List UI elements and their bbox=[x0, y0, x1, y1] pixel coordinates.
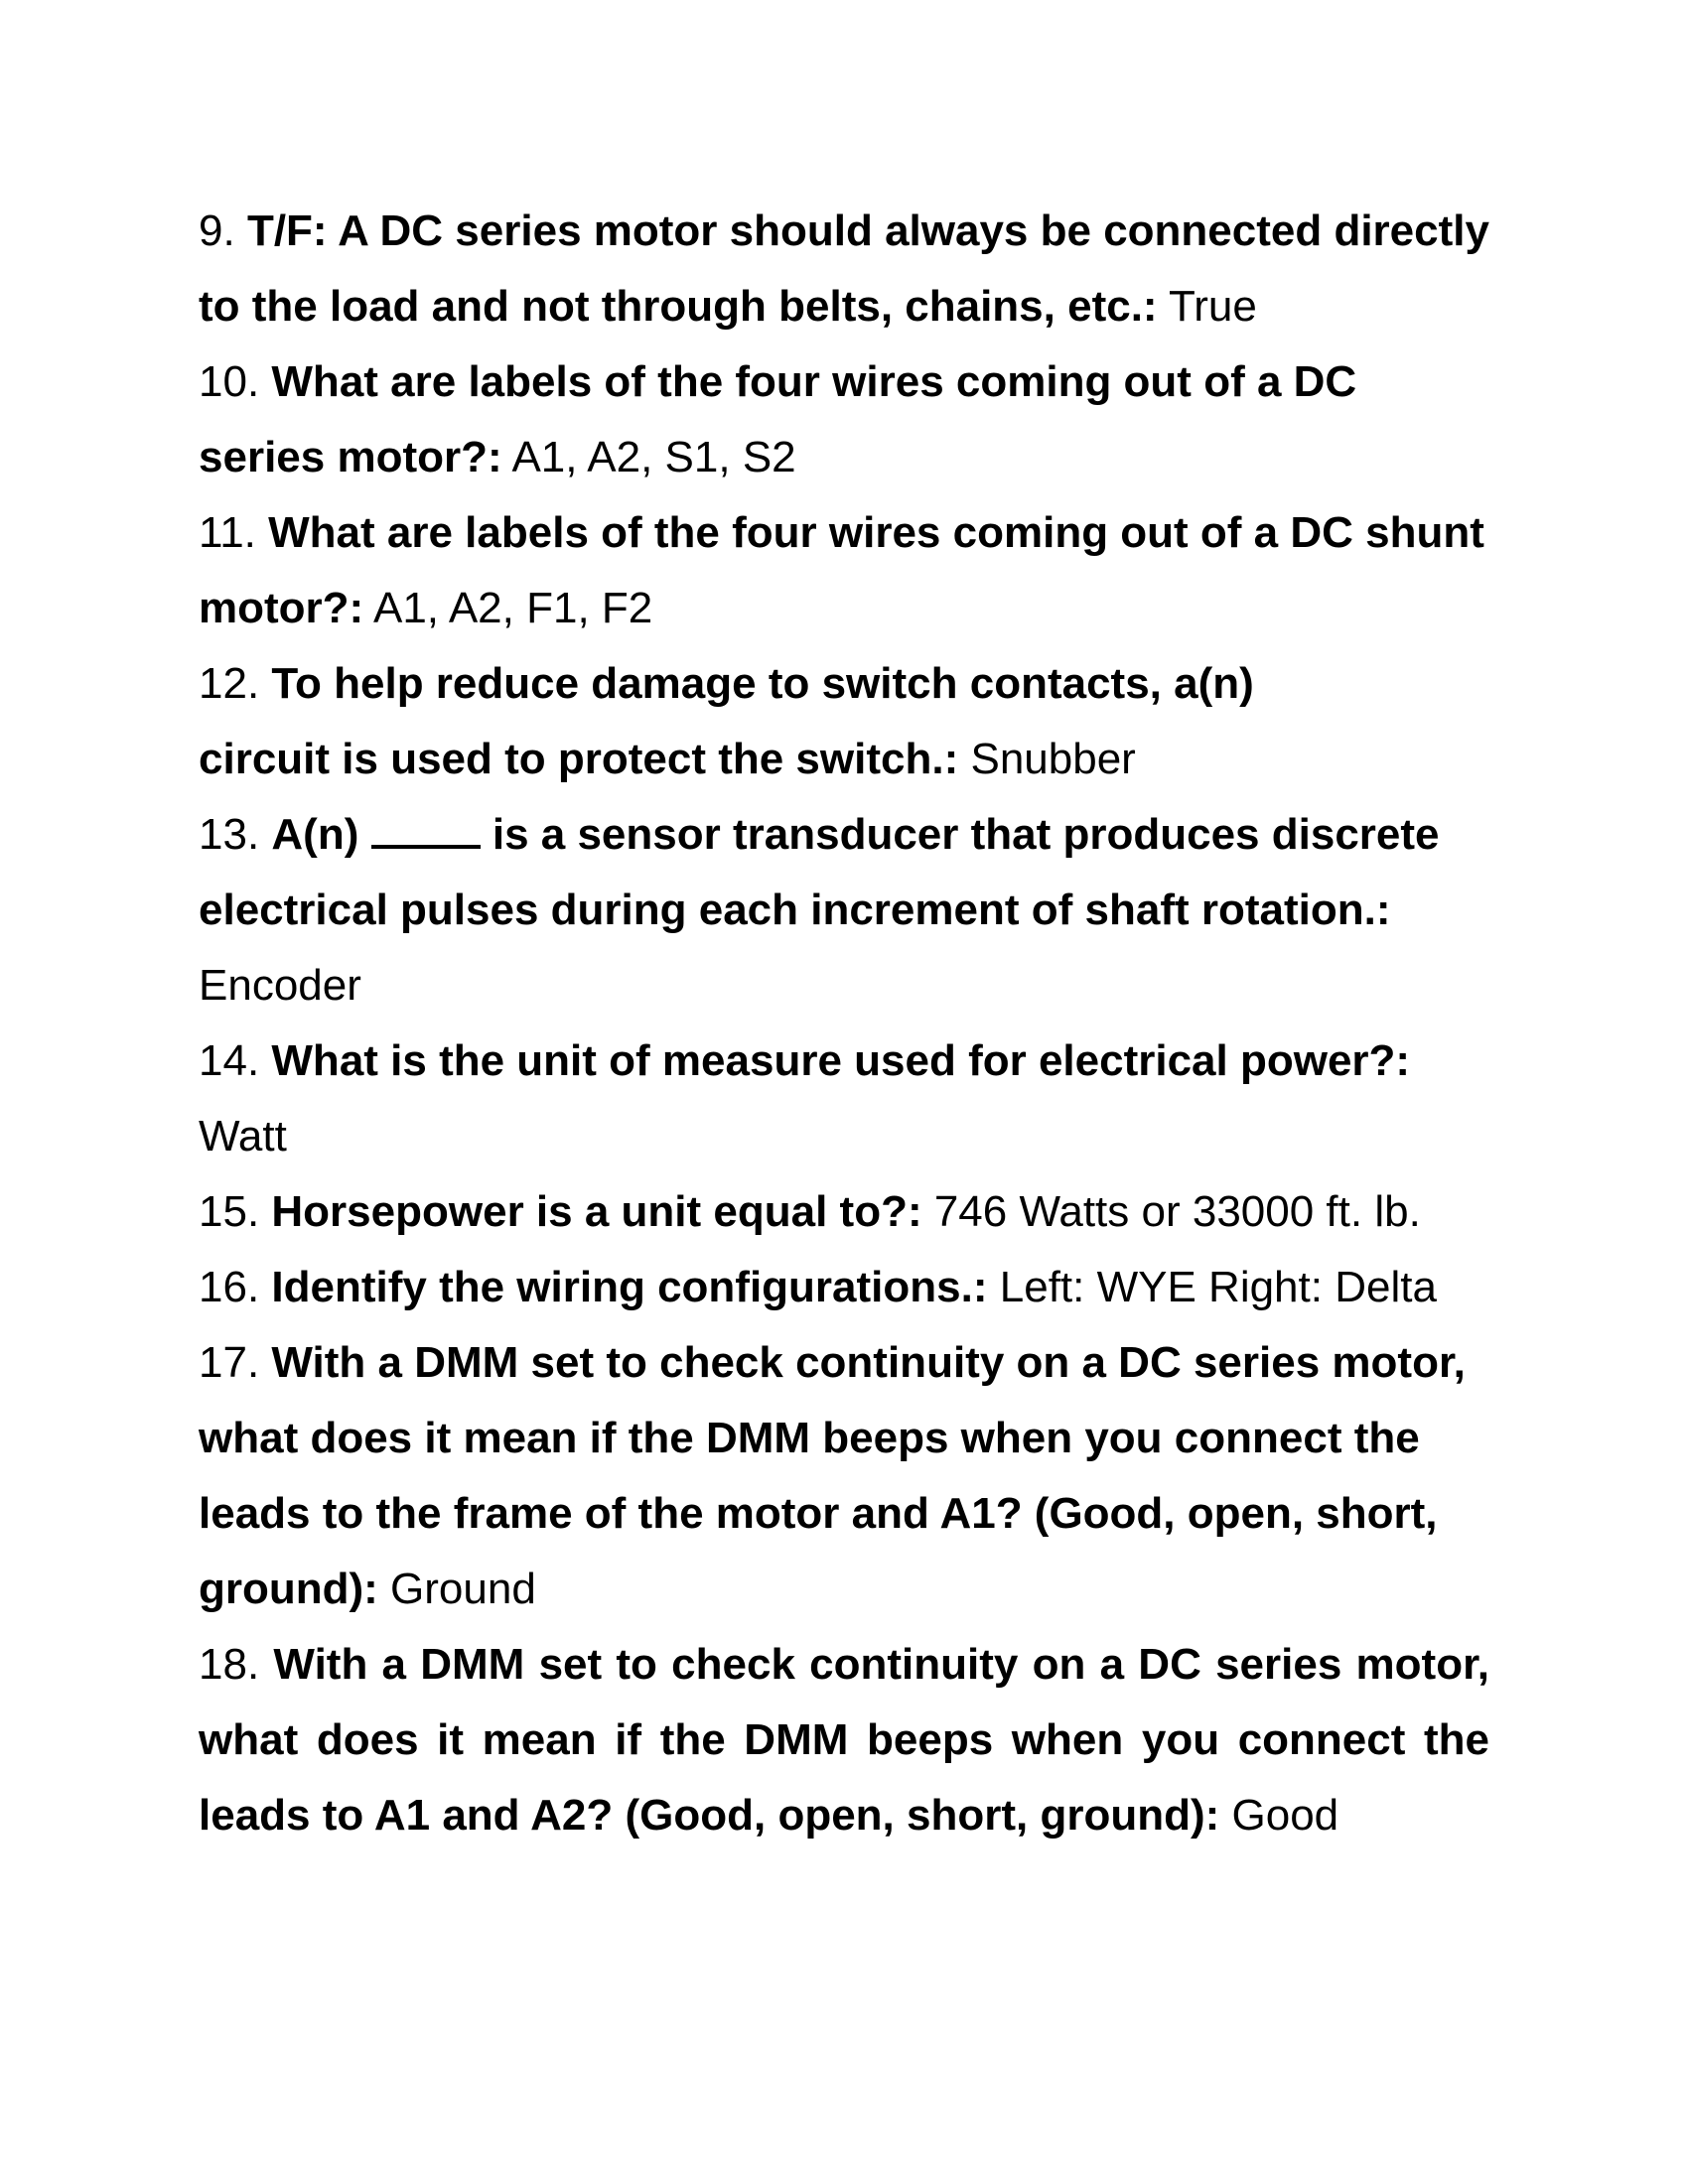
question-item-18 bbox=[199, 1627, 1489, 1853]
question-item-14 bbox=[199, 1024, 1489, 1174]
question-text: What is the unit of measure used for electrical power?: bbox=[271, 1036, 1411, 1085]
question-number: 16. bbox=[199, 1263, 260, 1311]
question-number: 9. bbox=[199, 206, 235, 255]
question-number: 14. bbox=[199, 1036, 260, 1085]
question-item-12 bbox=[199, 646, 1489, 797]
question-text: What are labels of the four wires coming out of a DC series motor?: bbox=[199, 357, 1357, 481]
question-number: 15. bbox=[199, 1187, 260, 1236]
question-text: With a DMM set to check continuity on a DC series motor, what does it mean if the DMM beeps when you connect the leads to A1 and A2? (Good, open, short, ground): bbox=[199, 1640, 1489, 1840]
answer-text: Watt bbox=[199, 1112, 287, 1160]
answer-text: Left: WYE Right: Delta bbox=[999, 1263, 1437, 1311]
question-text-line-1: To help reduce damage to switch contacts, a(n) bbox=[271, 659, 1254, 708]
question-item-11 bbox=[199, 495, 1489, 646]
question-number: 13. bbox=[199, 810, 260, 859]
fill-in-blank bbox=[371, 809, 481, 849]
answer-text: 746 Watts or 33000 ft. lb. bbox=[933, 1187, 1421, 1236]
question-number: 10. bbox=[199, 357, 260, 406]
question-text-end: is a sensor transducer that produces discrete electrical pulses during each increment of shaft rotation.: bbox=[199, 810, 1440, 934]
answer-text: Ground bbox=[390, 1565, 536, 1613]
question-item-13 bbox=[199, 797, 1489, 1024]
question-item-9 bbox=[199, 194, 1489, 344]
question-text: Identify the wiring configurations.: bbox=[271, 1263, 988, 1311]
question-number: 11. bbox=[199, 508, 256, 557]
question-number: 12. bbox=[199, 659, 260, 708]
answer-text: Good bbox=[1231, 1791, 1339, 1840]
question-item-15 bbox=[199, 1174, 1489, 1250]
question-text: What are labels of the four wires coming out of a DC shunt motor?: bbox=[199, 508, 1484, 632]
document-page bbox=[199, 194, 1489, 1853]
question-text: T/F: A DC series motor should always be connected directly to the load and not through belts, chains, etc.: bbox=[199, 206, 1489, 331]
question-item-10 bbox=[199, 344, 1489, 495]
answer-text: True bbox=[1169, 282, 1257, 331]
answer-text: Encoder bbox=[199, 961, 361, 1010]
question-number: 17. bbox=[199, 1338, 260, 1387]
question-text-start: A(n) bbox=[271, 810, 359, 859]
answer-text: A1, A2, S1, S2 bbox=[511, 433, 796, 481]
question-text: With a DMM set to check continuity on a DC series motor, what does it mean if the DMM beeps when you connect the leads to the frame of the motor and A1? (Good, open, short, ground): bbox=[199, 1338, 1466, 1613]
answer-text: Snubber bbox=[970, 735, 1136, 783]
question-number: 18. bbox=[199, 1640, 260, 1689]
question-item-16 bbox=[199, 1250, 1489, 1325]
question-item-17 bbox=[199, 1325, 1489, 1627]
question-text-line-2: circuit is used to protect the switch.: bbox=[199, 735, 959, 783]
question-text: Horsepower is a unit equal to?: bbox=[271, 1187, 922, 1236]
answer-text: A1, A2, F1, F2 bbox=[372, 584, 653, 632]
